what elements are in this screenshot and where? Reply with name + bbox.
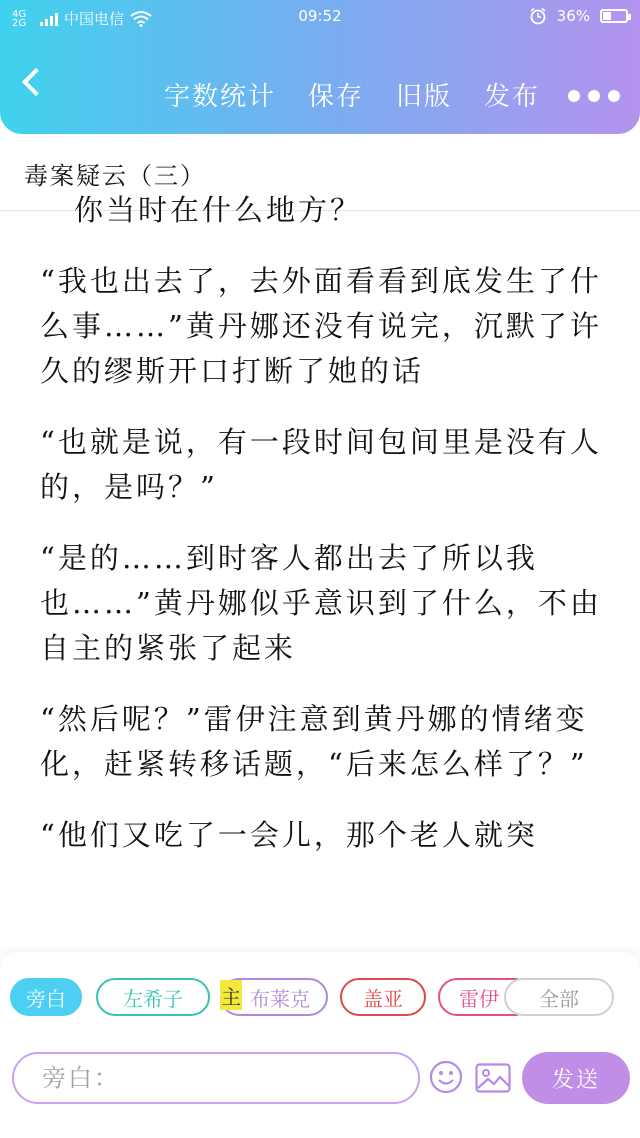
message-input[interactable]: [12, 1052, 420, 1104]
save-button[interactable]: 保存: [308, 82, 365, 112]
battery-fill: [603, 12, 611, 20]
top-header: [0, 0, 640, 134]
chip-gaia[interactable]: 盖亚: [340, 978, 426, 1016]
old-version-button[interactable]: 旧版: [396, 82, 453, 112]
paragraph: “我也出去了，去外面看看到底发生了什么事……”黄丹娜还没有说完，沉默了许久的缪斯开口打断了她的话: [40, 264, 602, 388]
status-bar: [0, 0, 640, 34]
protagonist-tag: 主: [220, 980, 242, 1010]
word-count-button[interactable]: 字数统计: [164, 82, 277, 112]
back-icon[interactable]: [20, 64, 48, 100]
publish-button[interactable]: 发布: [484, 82, 541, 112]
alarm-icon: [529, 7, 547, 25]
nav-bar: [0, 34, 640, 134]
battery-percent: 36%: [556, 7, 590, 25]
document-title[interactable]: 毒案疑云（三）: [24, 162, 206, 190]
paragraph: “他们又吃了一会儿，那个老人就突: [40, 818, 538, 852]
paragraph: “然后呢？”雷伊注意到黄丹娜的情绪变化，赶紧转移话题，“后来怎么样了？”: [40, 702, 588, 781]
input-row: [0, 1052, 640, 1106]
chip-all[interactable]: 全部: [504, 978, 614, 1016]
paragraph: “是的……到时客人都出去了所以我也……”黄丹娜似乎意识到了什么，不由自主的紧张了起来: [40, 541, 602, 665]
nav-actions: [164, 76, 540, 113]
paragraph: “也就是说，有一段时间包间里是没有人的，是吗？”: [40, 425, 602, 504]
story-content[interactable]: [40, 193, 610, 952]
image-icon[interactable]: [475, 1063, 511, 1093]
compose-panel: [0, 952, 640, 1138]
more-icon[interactable]: [568, 90, 620, 102]
chip-zuoxizi[interactable]: 左希子: [96, 978, 210, 1016]
chip-narrator[interactable]: 旁白: [10, 978, 82, 1016]
send-button[interactable]: 发送: [522, 1052, 630, 1104]
network-type: 4G 2G: [12, 8, 27, 29]
battery-icon: [600, 9, 628, 23]
paragraph: 你当时在什么地方？: [74, 193, 363, 227]
chip-blake[interactable]: 布莱克: [220, 978, 328, 1016]
emoji-icon[interactable]: [429, 1060, 463, 1094]
clock: 09:52: [298, 7, 342, 25]
status-right: [529, 7, 628, 25]
chip-leiyi[interactable]: 雷伊: [438, 978, 518, 1016]
carrier-name: 中国电信: [64, 10, 125, 28]
character-chips: [10, 978, 630, 1018]
